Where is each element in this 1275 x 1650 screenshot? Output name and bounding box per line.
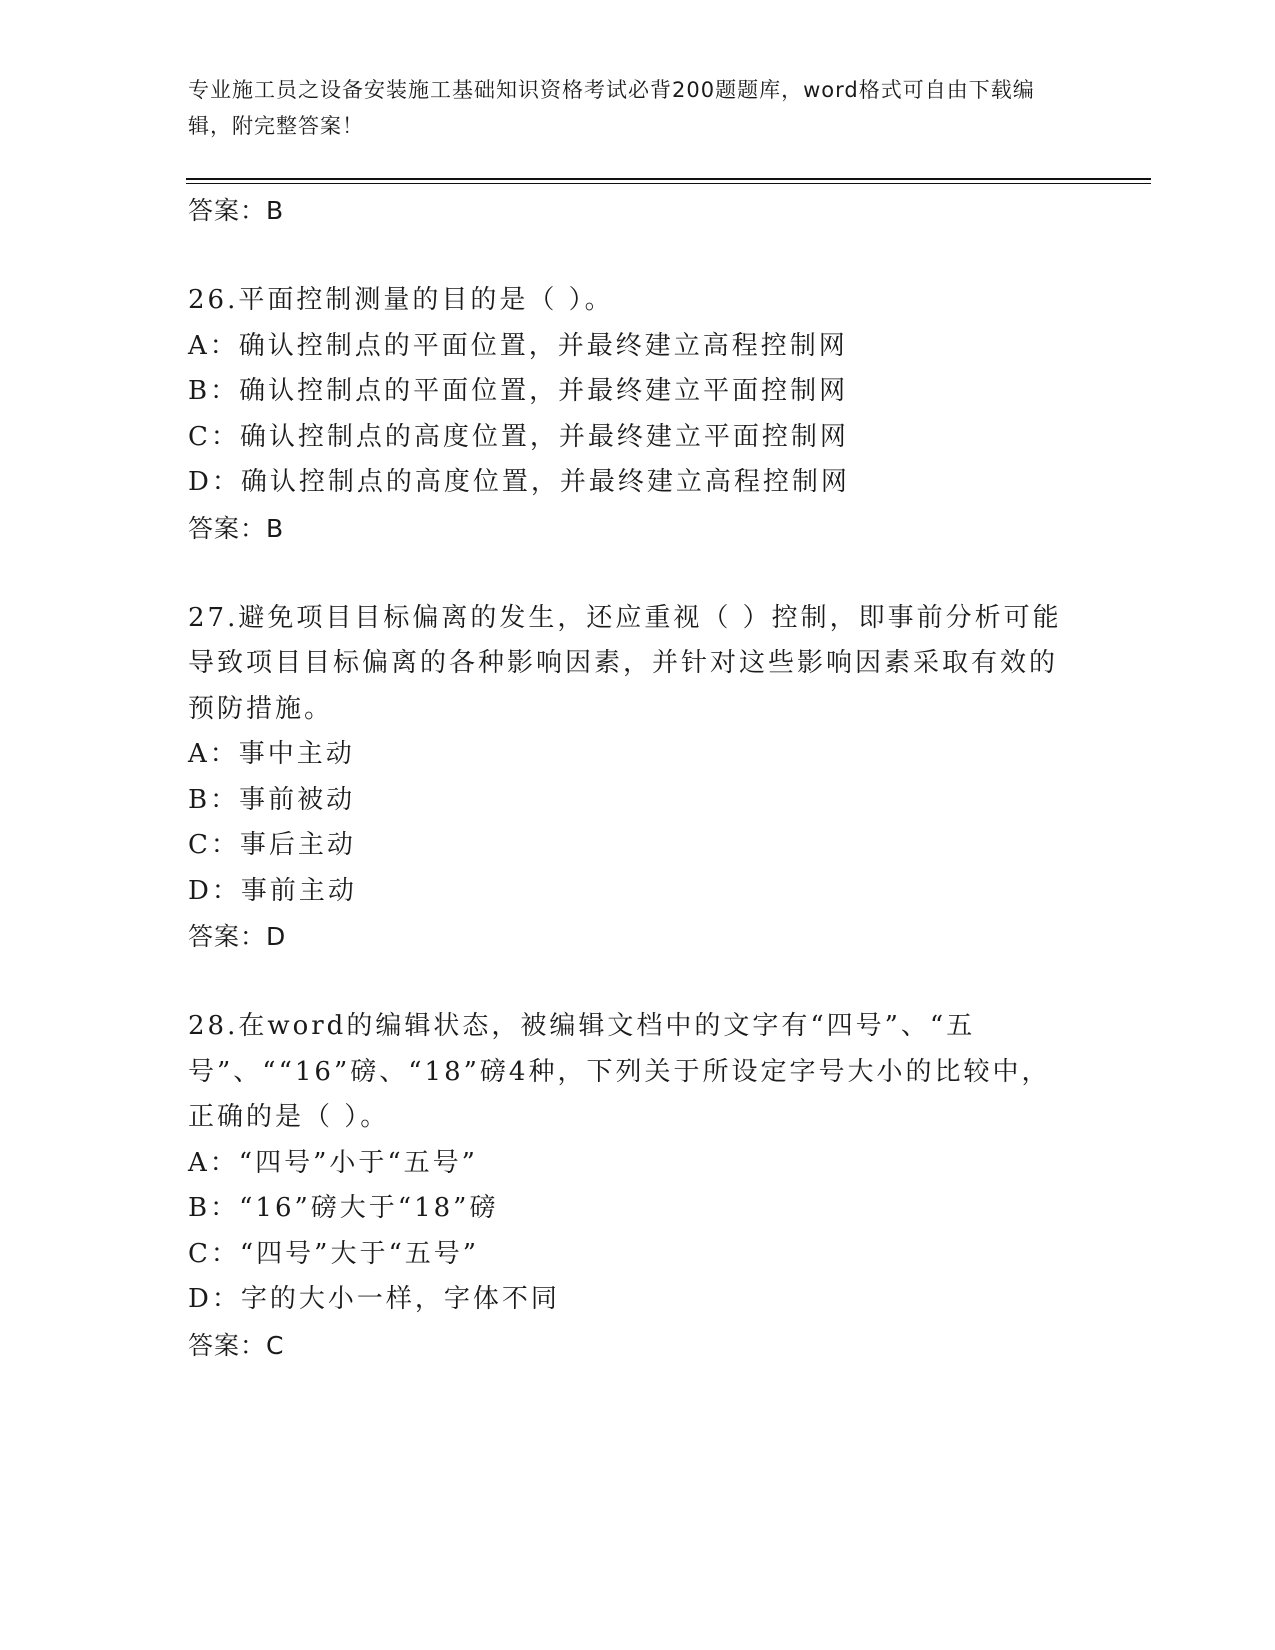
question-26 [188,278,1068,552]
option-d: D：字的大小一样，字体不同 [188,1284,560,1314]
option-a: A：确认控制点的平面位置，并最终建立高程控制网 [188,330,848,361]
question-27 [188,596,1068,961]
header-divider-thin [186,183,1151,184]
question-stem: 28.在word的编辑状态，被编辑文档中的文字有“四号”、“五号”、““16”磅、“18”磅4种，下列关于所设定字号大小的比较中，正确的是（ ）。 [188,1011,1051,1132]
answer-label: 答案：C [188,1330,285,1360]
document-title: 专业施工员之设备安装施工基础知识资格考试必背200题题库，word格式可自由下载编辑，附完整答案！ [188,78,1035,138]
option-a: A：“四号”小于“五号” [188,1147,478,1178]
option-b: B：确认控制点的平面位置，并最终建立平面控制网 [188,376,849,406]
option-c: C：事后主动 [188,830,356,860]
page-header [188,72,1068,144]
previous-answer: 答案：B [188,196,285,225]
question-stem: 27.避免项目目标偏离的发生，还应重视（ ）控制，即事前分析可能导致项目目标偏离的各种影响因素，并针对这些影响因素采取有效的预防措施。 [188,602,1062,724]
answer-label: 答案：D [188,922,287,951]
option-c: C：“四号”大于“五号” [188,1238,480,1269]
option-b: B：“16”磅大于“18”磅 [188,1193,499,1223]
option-c: C：确认控制点的高度位置，并最终建立平面控制网 [188,421,849,452]
option-d: D：确认控制点的高度位置，并最终建立高程控制网 [188,467,850,497]
question-28 [188,1004,1068,1369]
question-stem: 26.平面控制测量的目的是（ ）。 [188,285,614,315]
answer-label: 答案：B [188,513,285,543]
option-d: D：事前主动 [188,875,357,906]
option-b: B：事前被动 [188,784,356,815]
option-a: A：事中主动 [188,739,355,769]
header-divider [186,178,1151,180]
question-list [188,188,1068,1369]
